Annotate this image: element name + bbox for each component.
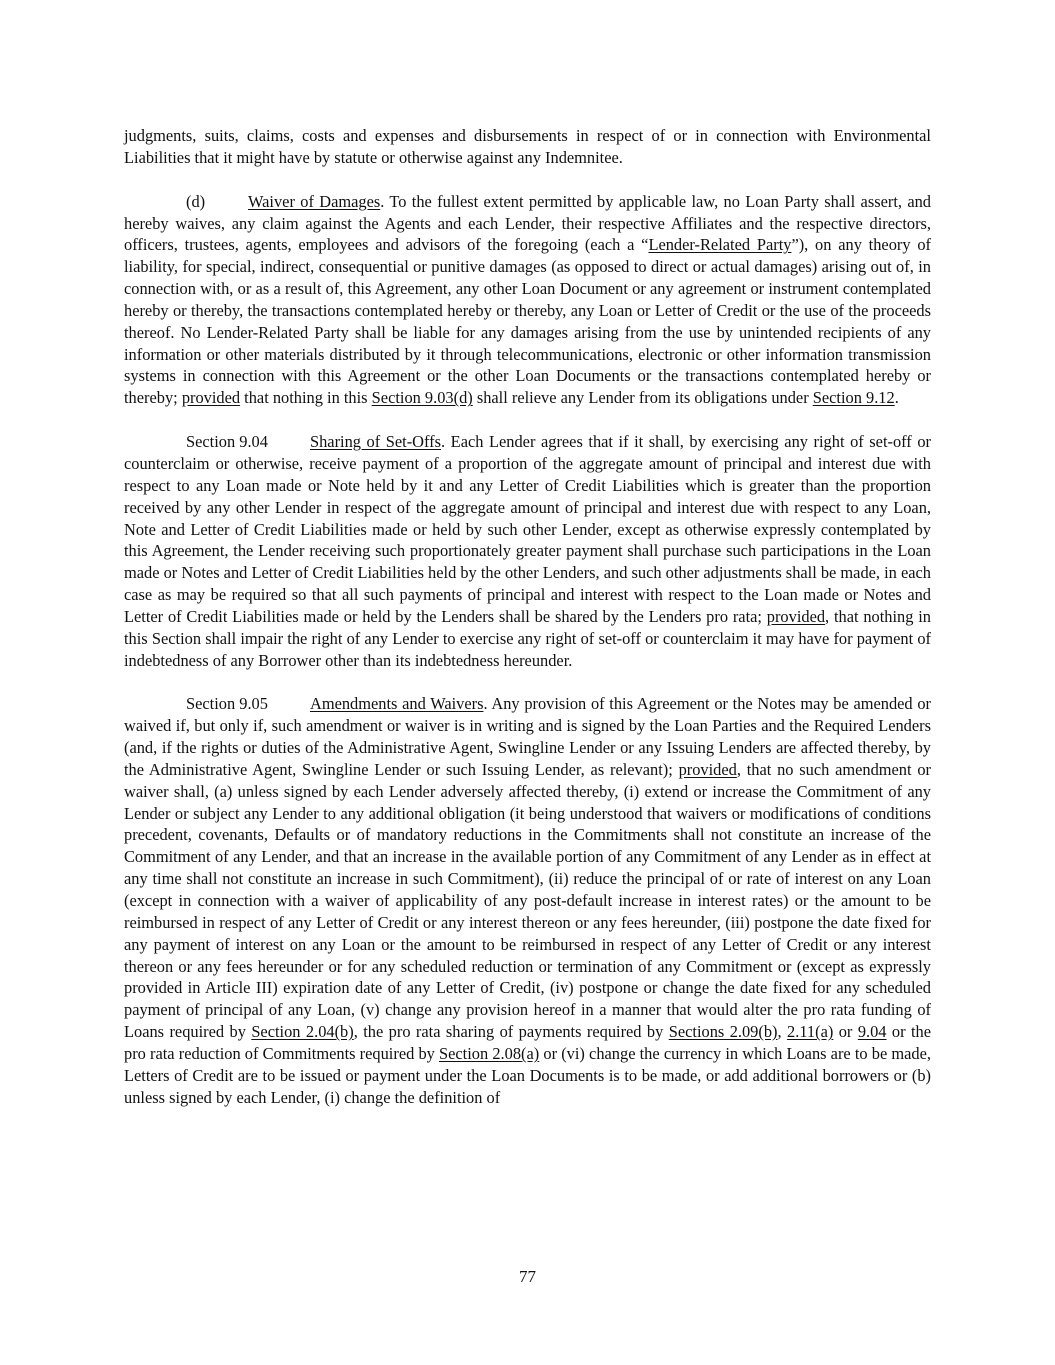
paragraph-text: or the pro rata reduction of Commitments required by	[124, 1022, 932, 1063]
section-reference: Section 9.12	[812, 388, 895, 408]
provided-term: provided	[678, 759, 737, 779]
section-reference: Section 2.04(b)	[251, 1022, 354, 1042]
paragraph-section-9-05	[124, 693, 931, 1108]
defined-term: Lender-Related Party	[648, 235, 792, 255]
section-number: Section 9.04	[186, 432, 268, 452]
clause-label: (d)	[186, 191, 206, 211]
section-reference: Section 2.08(a)	[439, 1043, 540, 1063]
section-reference: 9.04	[857, 1022, 887, 1042]
section-reference: Sections 2.09(b)	[668, 1022, 778, 1042]
paragraph-text: ”), on any theory of liability, for special, indirect, consequential or punitive damages (as opposed to direct or actual damages) arising out of, in connection with, or as a result of, this Agreement, any other Loan Document or any agreement or instrument contemplated hereby or thereby, the transactions contemplated hereby or thereby, any Loan or Letter of Credit or the use of the proceeds thereof. No Lender-Related Party shall be liable for any damages arising from the use by unintended recipients of any information or other materials distributed by it through telecommunications, electronic or other information transmission systems in connection with this Agreement or the other Loan Documents or the transactions contemplated hereby or thereby;	[124, 235, 931, 408]
paragraph-text: ,	[777, 1022, 788, 1042]
section-heading: Amendments and Waivers	[310, 694, 484, 714]
provided-term: provided	[766, 606, 826, 626]
section-reference: Section 9.03(d)	[371, 388, 473, 408]
paragraph-text: or (vi) change the currency in which Loans are to be made, Letters of Credit are to be issued or payment under the Loan Documents is to be made, or add additional borrowers or (b) unless signed by each Lender, (i) change the definition of	[124, 1043, 932, 1107]
paragraph-text: . To the fullest extent permitted by applicable law, no Loan Party shall assert, and hereby waives, any claim against the Agents and each Lender, their respective Affiliates and the respective directors, officers, trustees, agents, employees and advisors of the foregoing (each a “	[124, 191, 931, 255]
paragraph-section-9-04	[124, 431, 931, 671]
paragraph-text: shall relieve any Lender from its obligations under	[472, 388, 813, 408]
paragraph-text: . Any provision of this Agreement or the Notes may be amended or waived if, but only if, such amendment or waiver is in writing and is signed by the Loan Parties and the Required Lenders (and, if the rights or duties of the Administrative Agent, Swingline Lender or any Issuing Lenders are affected thereby, by the Administrative Agent, Swingline Lender or such Issuing Lender, as relevant);	[124, 694, 931, 779]
paragraph-text: , the pro rata sharing of payments required by	[353, 1022, 669, 1042]
provided-term: provided	[181, 388, 241, 408]
section-number: Section 9.05	[186, 694, 268, 714]
section-heading: Sharing of Set-Offs	[310, 432, 442, 452]
page-number: 77	[519, 1267, 536, 1286]
paragraph-indemnity-continued	[124, 125, 931, 169]
paragraph-text: judgments, suits, claims, costs and expenses and disbursements in respect of or in connection with Environmental Liabilities that it might have by statute or otherwise against any Indemnitee.	[124, 126, 931, 167]
paragraph-text: , that no such amendment or waiver shall, (a) unless signed by each Lender adversely affected thereby, (i) extend or increase the Commitment of any Lender or subject any Lender to any additional obligation (it being understood that waivers or modifications of conditions precedent, covenants, Defaults or of mandatory reductions in the Commitments shall not constitute an increase of the Commitment of any Lender, and that an increase in the available portion of any Commitment of any Lender as in effect at any time shall not constitute an increase in such Commitment), (ii) reduce the principal of or rate of interest on any Loan (except in connection with a waiver of applicability of any post-default increase in interest rates) or the amount to be reimbursed in respect of any Letter of Credit or any interest thereon or any fees hereunder, (iii) postpone the date fixed for any payment of interest on any Loan or the amount to be reimbursed in respect of any Letter of Credit or any interest thereon or any fees hereunder or for any scheduled reduction or termination of any Commitment or (except as expressly provided in Article III) expiration date of any Letter of Credit, (iv) postpone or change the date fixed for any scheduled payment of principal of any Loan, (v) change any provision hereof in a manner that would alter the pro rata funding of Loans required by	[124, 759, 931, 1042]
paragraph-text: , that nothing in this Section shall impair the right of any Lender to exercise any right of set-off or counterclaim it may have for payment of indebtedness of any Borrower other than its indebtedness hereunder.	[124, 606, 931, 670]
paragraph-text: .	[894, 388, 899, 408]
paragraph-text: or	[833, 1022, 858, 1042]
paragraph-text: that nothing in this	[240, 388, 372, 408]
paragraph-waiver-of-damages	[124, 191, 931, 409]
document-body	[124, 125, 931, 1130]
section-heading: Waiver of Damages	[248, 191, 381, 211]
section-reference: 2.11(a)	[787, 1022, 834, 1042]
paragraph-text: . Each Lender agrees that if it shall, by exercising any right of set-off or counterclaim or otherwise, receive payment of a proportion of the aggregate amount of principal and interest due with respect to any Loan made or Note held by it and any Letter of Credit Liabilities which is greater than the proportion received by any other Lender in respect of the aggregate amount of principal and interest due with respect to any Loan, Note and Letter of Credit Liabilities made or held by such other Lender, except as otherwise expressly contemplated by this Agreement, the Lender receiving such proportionately greater payment shall purchase such participations in the Loan made or Notes and Letter of Credit Liabilities held by the other Lenders, and such other adjustments shall be made, in each case as may be required so that all such payments of principal and interest with respect to the Loan made or Notes and Letter of Credit Liabilities made or held by the Lenders shall be shared by the Lenders pro rata;	[124, 432, 931, 626]
